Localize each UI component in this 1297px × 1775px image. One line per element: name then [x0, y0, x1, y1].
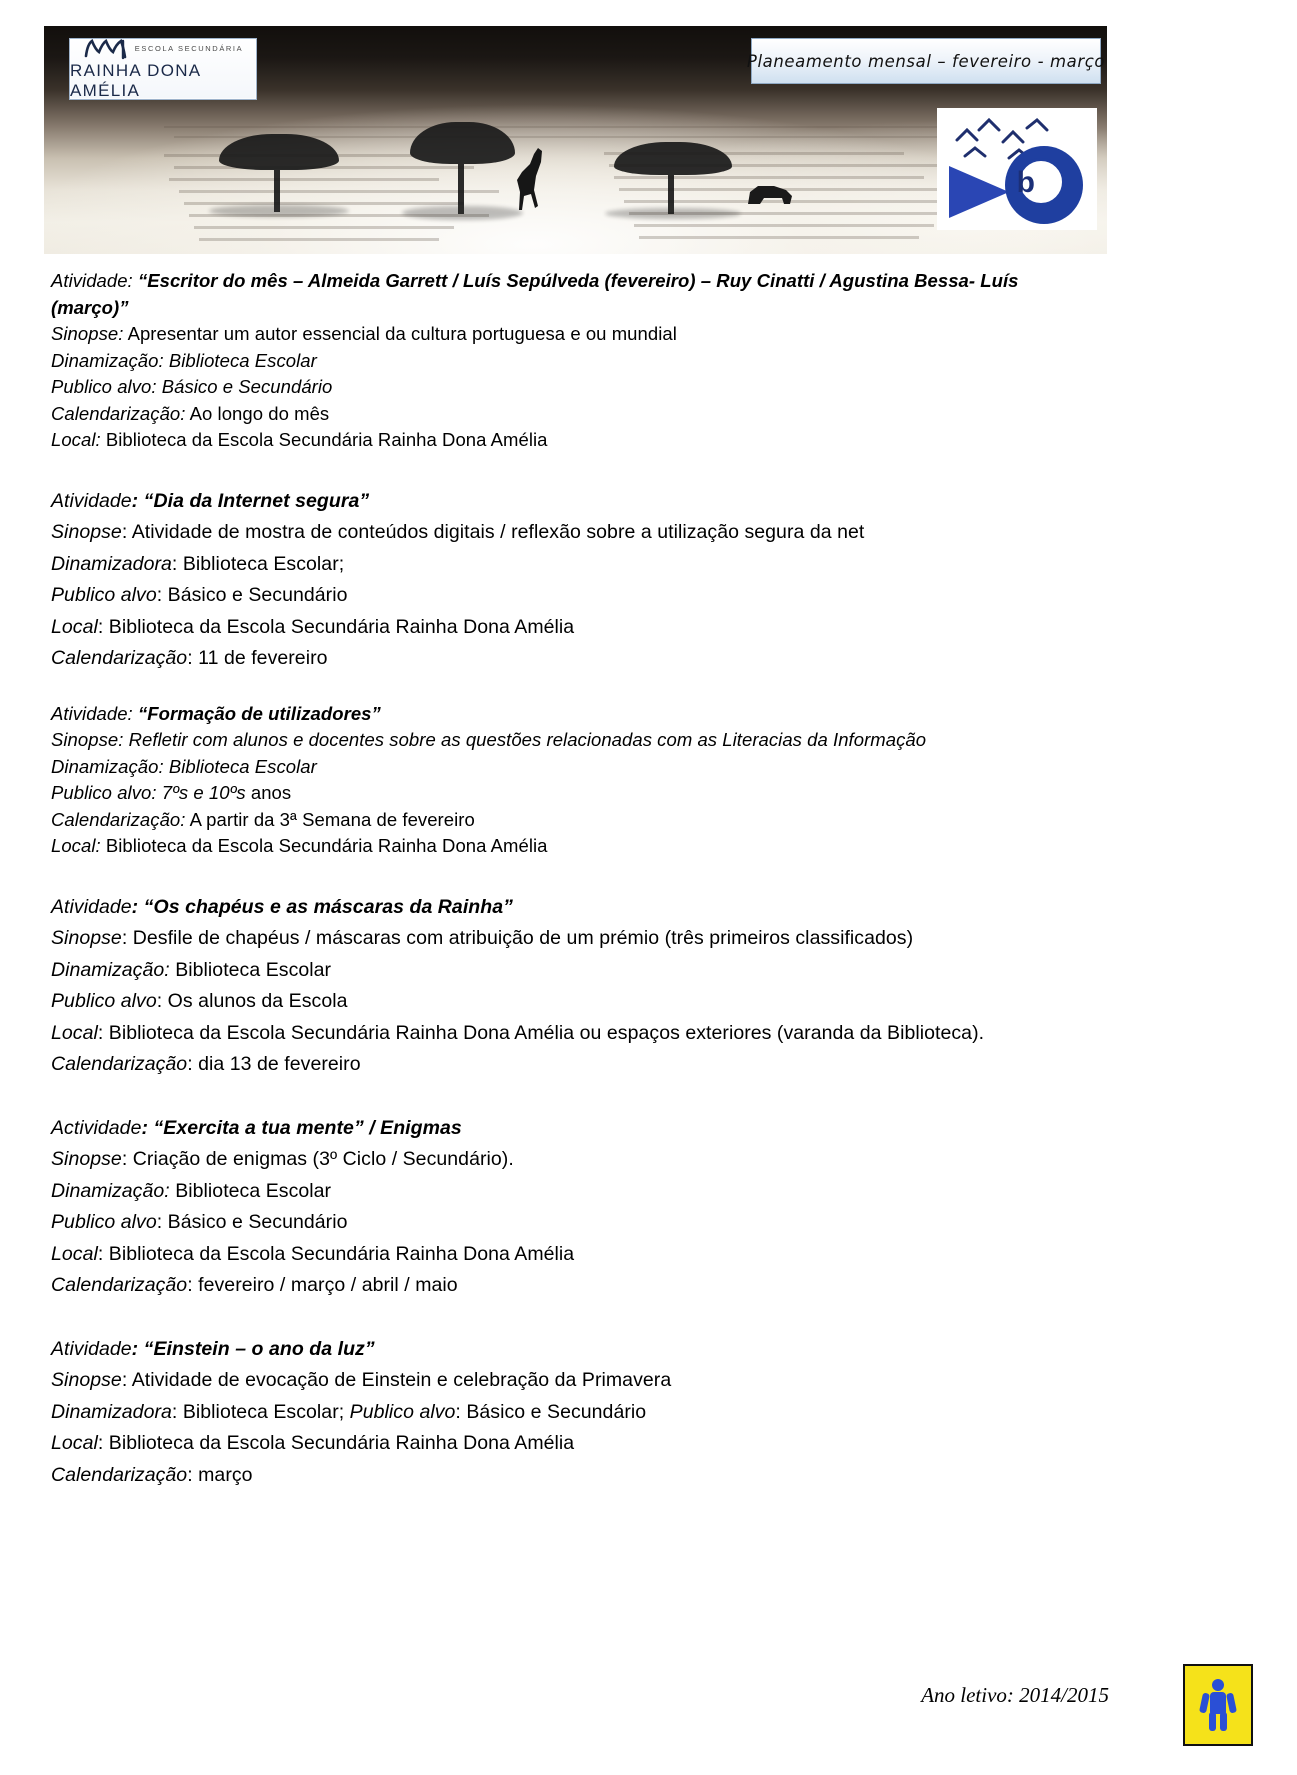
line-value: : 11 de fevereiro: [187, 647, 328, 669]
line-value: Biblioteca da Escola Secundária Rainha Dona Amélia: [100, 429, 548, 450]
tree-silhouette-1: [219, 134, 339, 212]
line-value: : Atividade de evocação de Einstein e celebração da Primavera: [121, 1369, 672, 1391]
line-label: Dinamização:: [51, 1179, 170, 1202]
activity-line: [51, 1144, 1091, 1176]
activity-line: [51, 612, 1091, 644]
line-value: A partir da 3ª Semana de fevereiro: [185, 808, 475, 830]
line-value: : “Os chapéus e as máscaras da Rainha”: [131, 895, 513, 918]
activities-list: [51, 268, 1091, 1491]
line-value: : Biblioteca da Escola Secundária Rainha Dona Amélia ou espaços exteriores (varanda da Biblioteca).: [97, 1021, 985, 1044]
activity-line: [51, 1113, 1091, 1145]
footer-badge: [1183, 1664, 1253, 1746]
activity-line: [51, 1270, 1091, 1302]
line-label: Local:: [51, 429, 101, 450]
line-value: : Biblioteca da Escola Secundária Rainha Dona Amélia: [97, 1432, 575, 1454]
block-spacer: [51, 1302, 1091, 1334]
line-label: Atividade:: [51, 270, 133, 291]
line-label: Publico alvo: 7ºs e 10ºs: [51, 782, 246, 803]
activity-line: [51, 955, 1091, 987]
person-figure-icon: [1201, 1679, 1235, 1731]
line-value-secondary: : Básico e Secundário: [455, 1400, 647, 1423]
line-value: : Biblioteca Escolar;: [171, 1400, 350, 1423]
line-label: Sinopse: Refletir com alunos e docentes sobre as questões relacionadas com as Literacias da Informação: [51, 729, 927, 750]
activity-line: [51, 1334, 1091, 1366]
line-label: Dinamizadora: [51, 1400, 172, 1423]
activity-line: [51, 1239, 1091, 1271]
line-value: “Escritor do mês – Almeida Garrett / Luís Sepúlveda (fevereiro) – Ruy Cinatti / Agustina Bessa- Luís (março)”: [51, 270, 1019, 318]
activity-line: [51, 1460, 1091, 1492]
line-label: Calendarização: [51, 647, 188, 669]
line-value: : “Einstein – o ano da luz”: [131, 1337, 375, 1360]
line-label: Atividade: [51, 1337, 132, 1360]
line-value: Biblioteca Escolar: [169, 958, 332, 981]
line-label: Sinopse: [51, 1148, 122, 1170]
line-value: Biblioteca Escolar: [169, 1179, 332, 1202]
activity-line: [51, 1365, 1091, 1397]
activity-block: [51, 1334, 1091, 1492]
line-value: : dia 13 de fevereiro: [187, 1053, 361, 1075]
activity-line: [51, 780, 1091, 807]
activity-line: [51, 517, 1091, 549]
line-value: : “Exercita a tua mente” / Enigmas: [141, 1116, 462, 1139]
giraffe-silhouette: [508, 146, 554, 214]
line-value: “Formação de utilizadores”: [132, 702, 381, 724]
block-spacer: [51, 675, 1091, 701]
school-logo-name: RAINHA DONA AMÉLIA: [70, 60, 201, 100]
line-value: : Os alunos da Escola: [156, 990, 348, 1012]
activity-block: [51, 486, 1091, 675]
banner-title: Planeamento mensal – fevereiro - março: [746, 51, 1106, 71]
activity-block: [51, 892, 1091, 1081]
tree-silhouette-2: [410, 122, 515, 214]
activity-line: [51, 1018, 1091, 1050]
school-year-footer: Ano letivo: 2014/2015: [921, 1683, 1109, 1707]
activity-line: [51, 427, 1091, 454]
line-label: Local:: [51, 835, 101, 856]
line-label: Dinamização: Biblioteca Escolar: [51, 349, 317, 371]
line-label: Sinopse: [51, 927, 122, 949]
line-label: Local: [51, 1242, 98, 1265]
line-label: Publico alvo: [51, 1211, 157, 1233]
school-logo-subtitle: ESCOLA SECUNDÁRIA: [134, 44, 244, 53]
line-value: : Desfile de chapéus / máscaras com atribuição de um prémio (três primeiros classificados): [121, 927, 914, 949]
line-label: Dinamização: Biblioteca Escolar: [51, 755, 317, 777]
line-label: Publico alvo: [51, 990, 157, 1012]
activity-line: [51, 1428, 1091, 1460]
be-letter: b: [1016, 166, 1035, 199]
activity-line: [51, 727, 1091, 754]
line-value: : Biblioteca da Escola Secundária Rainha Dona Amélia: [97, 1242, 575, 1265]
activity-line: [51, 486, 1091, 518]
activity-line: [51, 923, 1091, 955]
header-banner: [44, 26, 1107, 254]
line-label: Sinopse: [51, 1369, 122, 1391]
animal-silhouette: [744, 178, 796, 212]
activity-line: [51, 1397, 1091, 1429]
activity-line: [51, 701, 1091, 728]
activity-line: [51, 321, 1091, 348]
line-label: Atividade: [51, 489, 132, 512]
activity-block: [51, 701, 1091, 860]
line-label: Dinamizadora: [51, 552, 172, 575]
be-triangle-shape: [949, 166, 1009, 218]
banner-title-plate: [746, 38, 1106, 84]
line-label: Calendarização:: [51, 402, 186, 424]
line-value: Biblioteca da Escola Secundária Rainha Dona Amélia: [100, 835, 548, 856]
activity-line: [51, 754, 1091, 781]
activity-line: [51, 580, 1091, 612]
line-value: Apresentar um autor essencial da cultura portuguesa e ou mundial: [123, 323, 677, 344]
activity-line: [51, 1207, 1091, 1239]
line-value: : Biblioteca da Escola Secundária Rainha Dona Amélia: [97, 615, 575, 638]
block-spacer: [51, 860, 1091, 892]
line-label: Dinamização:: [51, 958, 170, 981]
line-label: Calendarização: [51, 1053, 188, 1075]
school-logo: [69, 38, 257, 100]
line-value: : março: [187, 1463, 253, 1486]
activity-line: [51, 833, 1091, 860]
line-label: Sinopse:: [51, 323, 124, 344]
activity-line: [51, 268, 1091, 321]
line-value: : fevereiro / março / abril / maio: [187, 1274, 458, 1296]
line-value: : Biblioteca Escolar;: [171, 552, 345, 575]
activity-line: [51, 1176, 1091, 1208]
activity-line: [51, 1049, 1091, 1081]
line-label: Calendarização: [51, 1463, 188, 1486]
block-spacer: [51, 1081, 1091, 1113]
line-label: Publico alvo: [51, 584, 157, 606]
line-value: anos: [245, 782, 292, 803]
block-spacer: [51, 454, 1091, 486]
line-label: Local: [51, 1021, 98, 1044]
activity-line: [51, 986, 1091, 1018]
activity-line: [51, 348, 1091, 375]
crown-icon: [83, 38, 129, 60]
activity-line: [51, 549, 1091, 581]
line-label: Publico alvo: Básico e Secundário: [51, 376, 333, 397]
line-value: : Básico e Secundário: [156, 1211, 348, 1233]
library-be-logo: [937, 108, 1097, 230]
line-label: Calendarização:: [51, 808, 186, 830]
activity-block: [51, 1113, 1091, 1302]
activity-line: [51, 643, 1091, 675]
line-label: Sinopse: [51, 521, 122, 543]
activity-line: [51, 401, 1091, 428]
line-value: : “Dia da Internet segura”: [131, 489, 370, 512]
line-label: Atividade:: [51, 702, 133, 724]
tree-silhouette-3: [614, 142, 732, 214]
activity-line: [51, 374, 1091, 401]
line-label-secondary: Publico alvo: [349, 1400, 456, 1423]
activity-line: [51, 807, 1091, 834]
activity-block: [51, 268, 1091, 454]
line-value: : Atividade de mostra de conteúdos digitais / reflexão sobre a utilização segura da net: [121, 521, 865, 543]
line-label: Local: [51, 1432, 98, 1454]
line-label: Calendarização: [51, 1274, 188, 1296]
line-label: Atividade: [51, 895, 132, 918]
line-value: Ao longo do mês: [185, 402, 330, 424]
activity-line: [51, 892, 1091, 924]
line-value: : Básico e Secundário: [156, 584, 348, 606]
line-label: Local: [51, 615, 98, 638]
line-label: Actividade: [51, 1116, 142, 1139]
line-value: : Criação de enigmas (3º Ciclo / Secundário).: [121, 1148, 514, 1170]
